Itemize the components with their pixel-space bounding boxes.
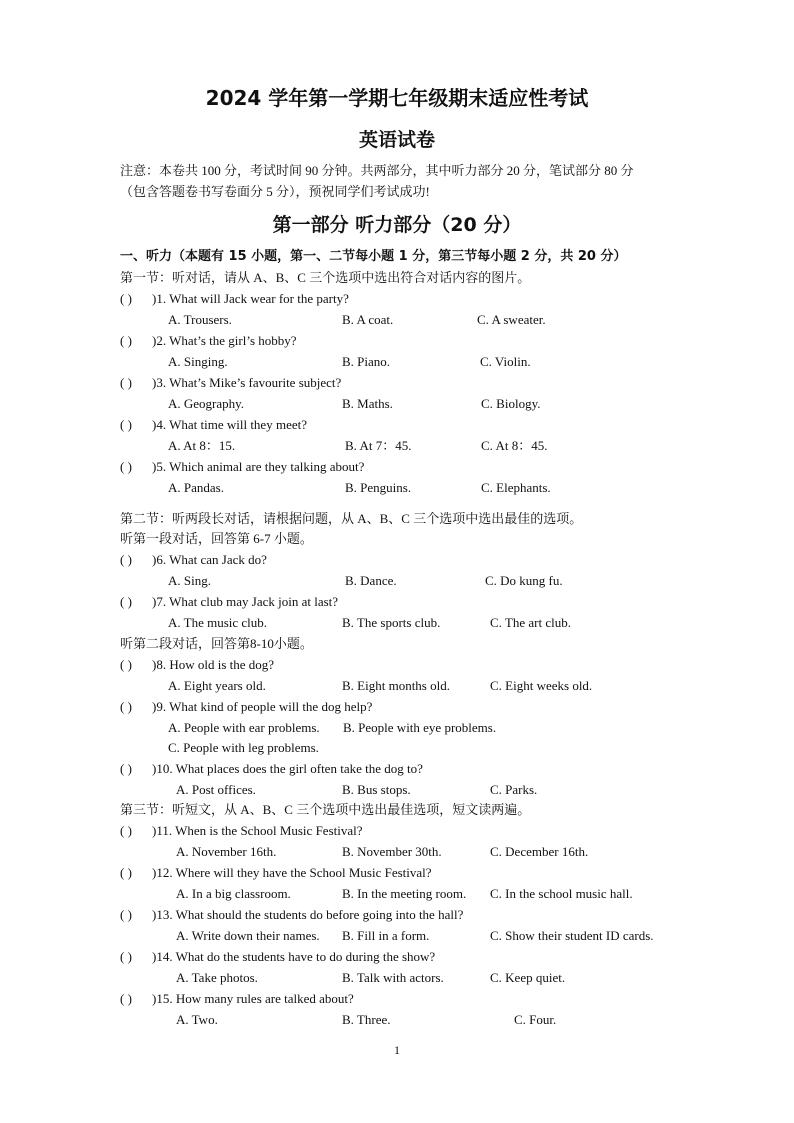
answer-blank[interactable]: ( ) [120,375,132,390]
option-a: A. The music club. [168,615,268,630]
answer-blank[interactable]: ( ) [120,417,132,432]
option-b: B. Maths. [342,396,393,411]
page-number: 1 [394,1043,400,1057]
option-b: B. Fill in a form. [342,928,430,943]
option-b: B. The sports club. [342,615,441,630]
question-text: )14. What do the students have to do during the show? [152,949,436,964]
answer-blank[interactable]: ( ) [120,761,132,776]
option-c: C. Violin. [480,354,531,369]
option-b: B. Eight months old. [342,678,450,693]
answer-blank[interactable]: ( ) [120,991,132,1006]
answer-blank[interactable]: ( ) [120,865,132,880]
answer-blank[interactable]: ( ) [120,949,132,964]
option-a: A. At 8：15. [168,438,236,453]
option-c: C. Eight weeks old. [490,678,593,693]
notice-line-1: 注意：本卷共 100 分，考试时间 90 分钟。共两部分，其中听力部分 20 分，笔试部分 80 分 [120,163,634,178]
question-text: )9. What kind of people will the dog help? [152,699,373,714]
exam-notice [120,160,680,202]
option-a: A. Eight years old. [168,678,266,693]
question-text: )3. What’s Mike’s favourite subject? [152,375,342,390]
option-b: B. Penguins. [345,480,412,495]
option-b: B. Talk with actors. [342,970,444,985]
option-a: A. Singing. [168,354,228,369]
answer-blank[interactable]: ( ) [120,823,132,838]
question-text: )13. What should the students do before going into the hall? [152,907,464,922]
question-text: )4. What time will they meet? [152,417,307,432]
answer-blank[interactable]: ( ) [120,552,132,567]
option-c: C. People with leg problems. [168,740,319,755]
question-text: )7. What club may Jack join at last? [152,594,339,609]
option-a: A. Two. [176,1012,218,1027]
option-c: C. Four. [514,1012,557,1027]
option-c: C. At 8：45. [481,438,548,453]
answer-blank[interactable]: ( ) [120,594,132,609]
option-b: B. Piano. [342,354,391,369]
question-text: )11. When is the School Music Festival? [152,823,363,838]
option-b: B. A coat. [342,312,394,327]
dialog-2-instruction: 听第二段对话，回答第8-10小题。 [120,636,313,651]
option-a: A. Write down their names. [176,928,320,943]
exam-title: 2024 学年第一学期七年级期末适应性考试 [205,86,589,110]
option-a: A. Geography. [168,396,245,411]
answer-blank[interactable]: ( ) [120,907,132,922]
option-c: C. The art club. [490,615,571,630]
option-a: A. People with ear problems. [168,720,320,735]
option-a: A. In a big classroom. [176,886,291,901]
answer-blank[interactable]: ( ) [120,699,132,714]
exam-subtitle: 英语试卷 [358,129,435,151]
answer-blank[interactable]: ( ) [120,291,132,306]
part-title: 第一部分 听力部分（20 分） [272,214,522,236]
answer-blank[interactable]: ( ) [120,333,132,348]
question-text: )8. How old is the dog? [152,657,275,672]
option-a: A. November 16th. [176,844,277,859]
answer-blank[interactable]: ( ) [120,657,132,672]
option-a: A. Pandas. [168,480,224,495]
section-heading: 一、听力（本题有 15 小题，第一、二节每小题 1 分，第三节每小题 2 分，共 20 分） [120,249,627,264]
option-c: C. Do kung fu. [485,573,563,588]
question-text: )12. Where will they have the School Music Festival? [152,865,432,880]
section-3-instruction: 第三节：听短文，从 A、B、C 三个选项中选出最佳选项，短文读两遍。 [120,802,531,817]
dialog-1-instruction: 听第一段对话，回答第 6-7 小题。 [120,531,313,546]
option-c: C. Show their student ID cards. [490,928,654,943]
question-text: )6. What can Jack do? [152,552,267,567]
question-text: )1. What will Jack wear for the party? [152,291,349,306]
question-text: )15. How many rules are talked about? [152,991,354,1006]
question-text: )5. Which animal are they talking about? [152,459,365,474]
answer-blank[interactable]: ( ) [120,459,132,474]
question-text: )2. What’s the girl’s hobby? [152,333,297,348]
option-a: A. Take photos. [176,970,258,985]
option-c: C. Elephants. [481,480,551,495]
option-b: B. November 30th. [342,844,442,859]
option-c: C. Biology. [481,396,541,411]
option-c: C. In the school music hall. [490,886,633,901]
option-a: A. Sing. [168,573,211,588]
option-b: B. At 7：45. [345,438,412,453]
option-b: B. Three. [342,1012,391,1027]
question-text: )10. What places does the girl often take the dog to? [152,761,423,776]
option-a: A. Post offices. [176,782,256,797]
option-b: B. People with eye problems. [343,720,497,735]
option-b: B. Bus stops. [342,782,411,797]
notice-line-2: （包含答题卷书写卷面分 5 分），预祝同学们考试成功! [120,184,430,199]
option-b: B. In the meeting room. [342,886,467,901]
option-b: B. Dance. [345,573,397,588]
option-c: C. December 16th. [490,844,589,859]
section-1-instruction: 第一节：听对话，请从 A、B、C 三个选项中选出符合对话内容的图片。 [120,270,531,285]
option-c: C. A sweater. [477,312,546,327]
option-a: A. Trousers. [168,312,232,327]
section-2-instruction: 第二节：听两段长对话，请根据问题，从 A、B、C 三个选项中选出最佳的选项。 [120,511,583,526]
option-c: C. Parks. [490,782,538,797]
option-c: C. Keep quiet. [490,970,566,985]
